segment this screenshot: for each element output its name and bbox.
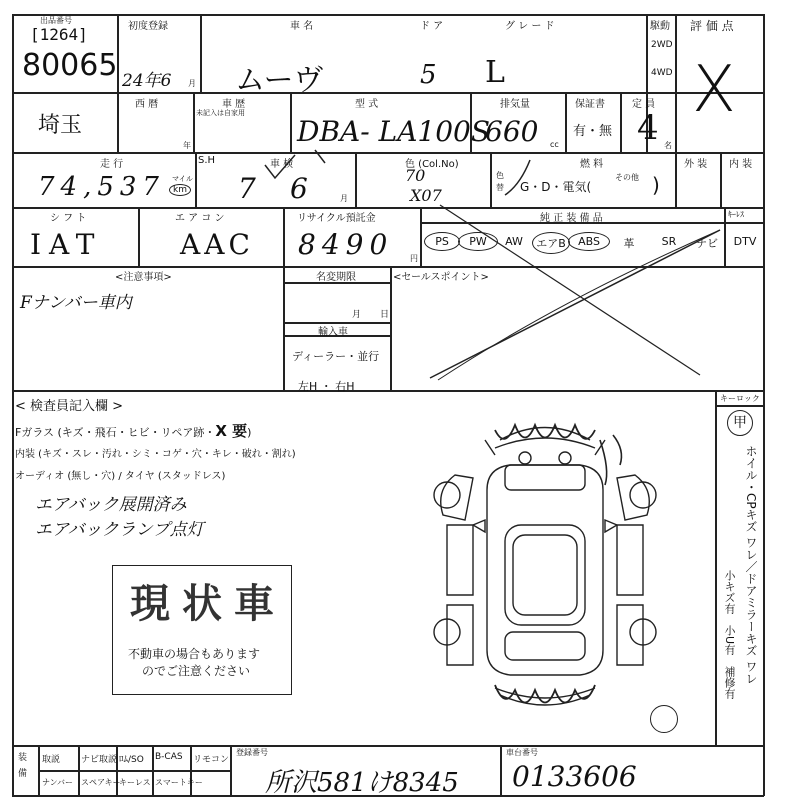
footer-top-cell-4: リモコン xyxy=(193,755,230,765)
drive-2wd: 2WD xyxy=(651,40,673,50)
shift-label: シ フ ト xyxy=(50,213,87,224)
import-handle: 左H ・ 右H xyxy=(298,380,355,393)
shift-value: IAT xyxy=(30,228,103,261)
displacement-label: 排気量 xyxy=(500,99,530,110)
fglass-mark: X 要 xyxy=(215,422,248,440)
name-change-day: 日 xyxy=(380,310,390,320)
fglass-close: ) xyxy=(247,426,252,439)
heading-label: 出品番号 xyxy=(40,16,72,25)
mileage-unit-mile: マイル xyxy=(172,175,193,183)
footer-bottom-cell-2: キーレス xyxy=(119,778,151,787)
equipment-item-1: PW xyxy=(458,232,498,251)
equip-label: 装備 xyxy=(18,753,28,779)
keyless-label: ｷｰﾚｽ xyxy=(728,210,744,219)
inspector-note-1: エアバック展開済み xyxy=(35,495,187,515)
history-label: 車 歴 xyxy=(222,99,246,110)
fuel-close: ) xyxy=(652,173,660,197)
grade-label: グ レ ー ド xyxy=(505,21,555,32)
interior-line: 内装 (キズ・スレ・汚れ・シミ・コゲ・穴・キレ・破れ・割れ) xyxy=(15,449,296,460)
fuel-value: G・D・電気( xyxy=(520,180,592,194)
model-label: 型 式 xyxy=(355,99,379,110)
equipment-item-7: ナビ xyxy=(696,237,718,250)
chassis-label: 車台番号 xyxy=(506,748,538,757)
equipment-item-0: PS xyxy=(424,232,460,251)
inspection-month-unit: 月 xyxy=(340,194,348,203)
caution-label: <注意事項> xyxy=(115,272,172,283)
score-label: 評 価 点 xyxy=(690,19,734,33)
capacity-label: 定 員 xyxy=(632,99,656,110)
inspector-section-label: < 検査員記入欄 > xyxy=(15,399,124,414)
reg-no-label: 登録番号 xyxy=(236,748,268,757)
import-dealer: ディーラー・並行 xyxy=(292,350,380,363)
recycle-value: 8490 xyxy=(298,228,394,261)
score-value: X xyxy=(692,53,736,127)
keylock-label: キーロック xyxy=(720,394,760,403)
name-label: 車 名 xyxy=(290,21,314,32)
inspection-year: 7 xyxy=(238,172,256,205)
color-label: 色 (Col.No) xyxy=(405,159,459,170)
inspector-note-2: エアバックランプ点灯 xyxy=(35,520,204,540)
first-reg-value: 24年6 xyxy=(122,71,172,91)
yen-unit: 円 xyxy=(410,254,418,263)
inspection-month: 6 xyxy=(290,172,308,205)
inspection-prefix: S.H xyxy=(198,155,216,166)
reg-no-value: 所沢581け8345 xyxy=(265,768,459,798)
mileage-value: 74,537 xyxy=(38,172,165,202)
immobile-line-1: 不動車の場合もあります xyxy=(128,647,261,661)
fuel-other: その他 xyxy=(615,173,639,182)
equipment-item-5: 革 xyxy=(623,237,635,250)
color-change-label: 色替 xyxy=(496,171,504,192)
drive-label: 駆動 xyxy=(650,21,670,32)
lot-number: [1264] xyxy=(30,25,88,44)
warranty-label: 保証書 xyxy=(575,99,605,110)
footer-bottom-cell-3: スマートキー xyxy=(155,778,203,787)
import-label: 輸入車 xyxy=(318,327,348,338)
spare-tire-circle xyxy=(650,705,678,733)
capacity-unit: 名 xyxy=(664,141,672,150)
footer-top-cell-3: B-CAS xyxy=(155,752,183,762)
drive-4wd: 4WD xyxy=(651,68,673,78)
keylock-icon: 甲 xyxy=(727,410,753,436)
first-reg-label: 初度登録 xyxy=(128,21,168,32)
stamp-text: 現状車 xyxy=(130,581,286,627)
mileage-unit-km: km xyxy=(169,184,191,196)
inspection-label: 車 検 xyxy=(270,159,294,170)
equipment-item-8: DTV xyxy=(733,235,757,248)
aircon-value: AAC xyxy=(180,228,254,261)
equipment-item-2: AW xyxy=(505,235,523,248)
side-legend-2: 小キズ有 小U有 補修有 xyxy=(723,570,736,700)
cc-unit: cc xyxy=(550,140,559,149)
name-change-month: 月 xyxy=(352,310,362,320)
exterior-label: 外 装 xyxy=(684,159,708,170)
mileage-label: 走 行 xyxy=(100,159,124,170)
recycle-label: リサイクル預託金 xyxy=(297,213,376,224)
fglass-line xyxy=(15,420,251,441)
month-unit: 月 xyxy=(188,79,196,88)
footer-top-cell-2: ﾛﾑ/SO xyxy=(119,755,144,765)
car-name-value: ムーヴ xyxy=(235,63,324,98)
fuel-label: 燃 料 xyxy=(580,159,604,170)
aircon-label: エ ア コ ン xyxy=(175,213,225,224)
equipment-label: 純 正 装 備 品 xyxy=(540,213,603,224)
grade-value: L xyxy=(485,55,505,90)
car-body-diagram xyxy=(425,410,665,730)
caution-value: Fナンバー車内 xyxy=(20,293,132,313)
year-unit: 年 xyxy=(183,141,191,150)
audio-line: オーディオ (無し・穴) / タイヤ (スタッドレス) xyxy=(15,471,226,482)
name-change-label: 名変期限 xyxy=(316,272,356,283)
door-label: ド ア xyxy=(420,21,444,32)
warranty-value: 有・無 xyxy=(573,124,613,139)
equipment-item-4: ABS xyxy=(568,232,610,251)
footer-top-cell-1: ナビ取説 xyxy=(81,755,118,765)
door-value: 5 xyxy=(420,60,437,90)
history-note: 未記入は自家用 xyxy=(196,109,245,117)
footer-top-cell-0: 取説 xyxy=(42,755,61,765)
calendar-label: 西 暦 xyxy=(135,99,159,110)
side-legend: ホイル・CPキズ ワレ／ドアミラーキズ ワレ xyxy=(744,445,758,685)
equipment-item-3: エアB xyxy=(532,232,570,254)
model-value: DBA- LA100S xyxy=(297,115,491,148)
chassis-value: 0133606 xyxy=(512,760,637,793)
footer-bottom-cell-1: スペアキー xyxy=(81,778,121,787)
equipment-item-6: SR xyxy=(661,235,677,248)
fglass-text: Fガラス (キズ・飛石・ヒビ・リペア跡・ xyxy=(15,426,216,439)
color-value-2: X07 xyxy=(410,186,442,205)
displacement-value: 660 xyxy=(485,115,539,148)
immobile-line-2: のでご注意ください xyxy=(142,664,251,678)
sales-point-label: <セールスポイント> xyxy=(393,272,489,283)
color-value-1: 70 xyxy=(405,166,426,185)
region: 埼玉 xyxy=(38,113,83,138)
auction-number: 80065 xyxy=(22,48,118,83)
footer-bottom-cell-0: ナンバー xyxy=(42,778,74,787)
interior-label: 内 装 xyxy=(729,159,753,170)
capacity-value: 4 xyxy=(637,108,659,148)
